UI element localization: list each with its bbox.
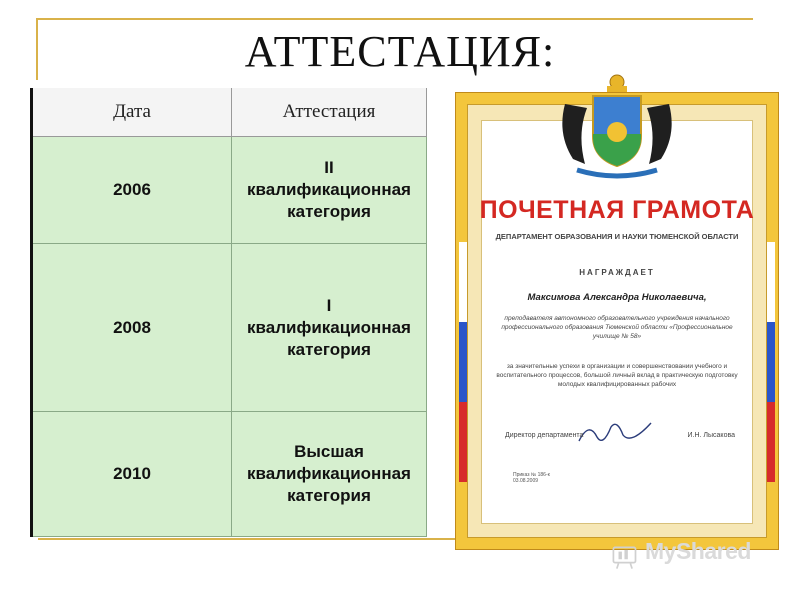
signature-icon	[575, 417, 655, 447]
category-suffix: категория	[287, 486, 371, 505]
signer-name: И.Н. Лысакова	[687, 432, 735, 439]
category-word: квалификационная	[247, 317, 411, 337]
header-attestation: Аттестация	[232, 88, 427, 137]
order-date: 03.08.2009	[513, 478, 539, 484]
certificate-awards: НАГРАЖДАЕТ	[579, 268, 655, 277]
watermark-logo-icon	[610, 538, 644, 572]
year-cell: 2010	[32, 412, 232, 537]
certificate-title: ПОЧЕТНАЯ ГРАМОТА	[479, 196, 755, 224]
category-level: Высшая	[294, 442, 364, 461]
order-number: Приказ № 186-к	[513, 472, 550, 478]
year-cell: 2008	[32, 244, 232, 412]
certificate-position: преподавателя автономного образовательного учреждения начального профессионального образования Тюменской области «Профессиональное училище № 58»	[501, 315, 733, 340]
table-row	[32, 244, 427, 412]
top-decor-line	[38, 18, 753, 20]
category-cell	[232, 412, 427, 537]
category-word: квалификационная	[247, 180, 411, 199]
certificate-department: ДЕПАРТАМЕНТ ОБРАЗОВАНИЯ И НАУКИ ТЮМЕНСКОЙ ОБЛАСТИ	[495, 232, 739, 241]
category-level: I	[326, 295, 332, 315]
category-cell	[232, 244, 427, 412]
year-cell: 2006	[32, 137, 232, 244]
category-word: квалификационная	[247, 464, 411, 483]
table-row	[32, 412, 427, 537]
category-level: II	[324, 158, 334, 177]
attestation-table	[30, 88, 427, 537]
category-suffix: категория	[287, 202, 371, 221]
certificate-recipient: Максимова Александра Николаевича,	[527, 292, 707, 303]
certificate-reason: за значительные успехи в организации и совершенствовании учебного и воспитательного процессов, большой личный вклад в практическую подготовку молодых квалифицированных рабочих	[496, 363, 738, 388]
coat-of-arms-icon	[547, 74, 687, 184]
russian-flag-ribbon-right	[767, 242, 775, 482]
certificate-image	[455, 92, 779, 550]
table-row	[32, 137, 427, 244]
header-date: Дата	[32, 88, 232, 137]
category-cell	[232, 137, 427, 244]
certificate-order	[513, 472, 550, 484]
signer-title: Директор департамента	[505, 432, 584, 439]
russian-flag-ribbon-left	[459, 242, 467, 482]
category-suffix: категория	[287, 339, 371, 359]
slide-title: АТТЕСТАЦИЯ:	[244, 27, 556, 76]
table-header-row	[32, 88, 427, 137]
watermark-text: MyShared	[645, 538, 751, 564]
